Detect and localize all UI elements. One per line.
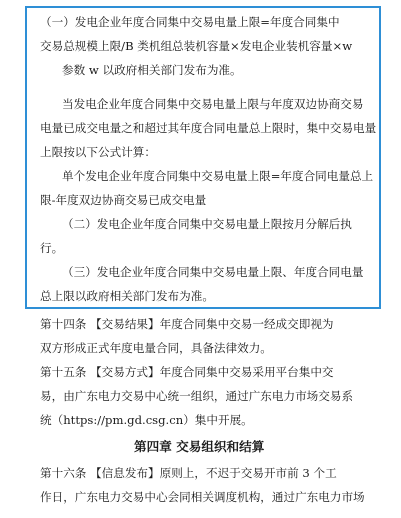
boxed-line: （一）发电企业年度合同集中交易电量上限=年度合同集中 — [40, 15, 340, 29]
boxed-line: 电量已成交电量之和超过其年度合同电量总上限时，集中交易电量 — [40, 121, 377, 135]
boxed-line: 交易总规模上限/B 类机组总装机容量×发电企业装机容量×w — [40, 39, 353, 53]
boxed-line: （三）发电企业年度合同集中交易电量上限、年度合同电量 — [62, 265, 364, 279]
boxed-line: 参数 w 以政府相关部门发布为准。 — [62, 63, 242, 77]
article-15-line: 易，由广东电力交易中心统一组织，通过广东电力市场交易系 — [40, 389, 354, 403]
boxed-line: 上限按以下公式计算： — [40, 145, 156, 159]
article-14-line: 双方形成正式年度电量合同，具备法律效力。 — [40, 341, 272, 355]
boxed-line: 单个发电企业年度合同集中交易电量上限=年度合同电量总上 — [62, 169, 374, 183]
boxed-line: 总上限以政府相关部门发布为准。 — [40, 289, 214, 303]
boxed-line: 行。 — [40, 241, 64, 255]
boxed-line: 限-年度双边协商交易已成交电量 — [40, 193, 207, 207]
boxed-line: （二）发电企业年度合同集中交易电量上限按月分解后执 — [62, 217, 352, 231]
article-16-line: 作日，广东电力交易中心会同相关调度机构，通过广东电力市场 — [40, 490, 365, 504]
article-16-line: 第十六条 【信息发布】原则上，不迟于交易开市前 3 个工 — [40, 466, 337, 480]
chapter-heading: 第四章 交易组织和结算 — [134, 439, 265, 454]
article-15-line: 统（https://pm.gd.csg.cn）集中开展。 — [40, 413, 253, 427]
boxed-line: 当发电企业年度合同集中交易电量上限与年度双边协商交易 — [62, 97, 364, 111]
article-14-line: 第十四条 【交易结果】年度合同集中交易一经成交即视为 — [40, 317, 334, 331]
article-15-line: 第十五条 【交易方式】年度合同集中交易采用平台集中交 — [40, 365, 334, 379]
